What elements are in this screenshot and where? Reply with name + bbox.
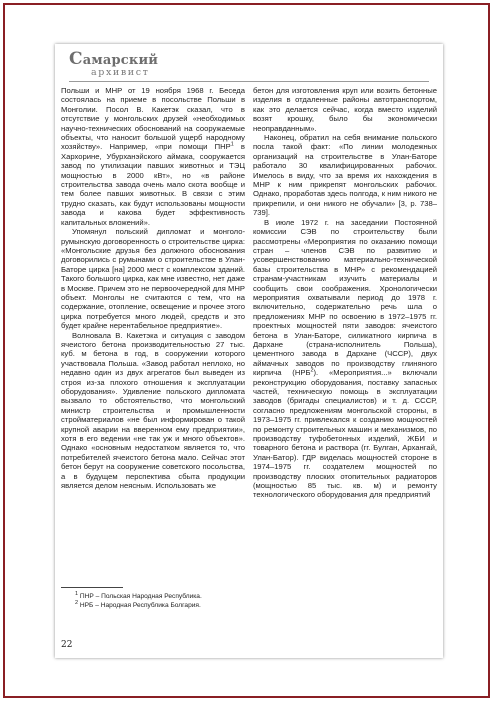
left-text-column: [61, 86, 245, 490]
journal-subtitle: архивист: [91, 67, 150, 78]
footnote-text: ПНР – Польская Народная Республика.: [78, 593, 202, 600]
paragraph: [61, 86, 245, 227]
paragraph-text: Наконец, обратил на себя внимание польского посла такой факт: «По линии молодежных организаций на строительстве в Улан-Баторе работало 30 квалифицированных рабочих. Имелось в виду, что за время их нахождения в МНР к ним прикрепят монгольских рабочих. Однако, проработав здесь полгода, к ним никого не прикрепили, и они никого не обучали» [3, р. 738–739].: [253, 133, 437, 218]
journal-title-rest: амарский: [82, 53, 159, 68]
paragraph: [253, 133, 437, 218]
right-text-column: [253, 86, 437, 500]
footnote-text: НРБ – Народная Республика Болгария.: [78, 602, 201, 609]
footnote-item: [75, 601, 415, 610]
journal-title-initial: С: [69, 49, 83, 69]
footnote-number: 1: [75, 590, 79, 597]
paragraph: [61, 331, 245, 491]
header-divider: [69, 81, 429, 82]
footnote-item: [75, 592, 415, 601]
paragraph-text-continued: в Хархорине, Убурханэйского аймака, сооружается завод по утилизации павших животных и ТЭЦ мощностью в 2000 кВт», но «в районе строительства завода очень мало скота вообще и тем более павших животных. В связи с этим трудно сказать, как будут использованы мощности завода и какова будет эффективность капитальных вложений».: [61, 142, 245, 227]
paragraph-text: В июле 1972 г. на заседании Постоянной комиссии СЭВ по строительству были рассмотрены «Мероприятия по оказанию помощи стран – членов СЭВ по развитию и усовершенствованию материально-технической базы строительства в МНР» с рекомендацией странам-участникам изучить материалы и сообщить свои соображения. Хронологически мероприятия охватывали период до 1978 г. включительно, содержательно речь шла о предложениях МНР по освоению в 1972–1975 гг. проектных мощностей пяти заводов: ячеистого бетона в Улан-Баторе, силикатного кирпича в Дархане (страна-исполнитель Польша), цементного завода в Дархане (ЧССР), двух аймачных заводов по производству глиняного кирпича (НРБ: [253, 217, 437, 378]
paragraph-text: Польши и МНР от 19 ноября 1968 г. Беседа состоялась на приеме в посольстве Польши в Монголии. Посол В. Какетэк сказал, что в отсутствие у монгольских друзей «необходимых научно-технических обоснований на сооружаемые объекты, что наносит большой ущерб народному хозяйству». Например, «при помощи ПНР: [61, 86, 245, 152]
paragraph-text: Волновала В. Какетэка и ситуация с заводом ячеистого бетона производительностью 27 тыс. куб. м бетона в год, в сооружении которого участвовала Польша. «Завод работал неплохо, но недавно один из двух агрегатов был выведен из строя из-за плохого отношения к эксплуатации оборудования». Удивление польского дипломата вызвало то обстоятельство, что монгольский министр строительства и промышленности стройматериалов «не был информирован о такой крупной аварии на вверенном ему предприятии», хотя в его ведении «не так уж и много объектов». Однако «основным недостатком является то, что потребителей ячеистого бетона мало. Сейчас этот бетон берут на сооружение советского посольства, а в будущем перспектива сбыта продукции является делом неясным. Использовать же: [61, 330, 245, 491]
paragraph-text: бетон для изготовления круп или возить бетонные изделия в отдаленные районы автотранспортом, как это делается сейчас, когда вместо изделий возят крошку, было бы экономически неоправданным».: [253, 86, 437, 133]
footnote-marker: 1: [230, 141, 234, 148]
paragraph: [253, 86, 437, 133]
document-page: [55, 44, 443, 658]
journal-title: [69, 49, 158, 69]
paragraph: [61, 227, 245, 330]
journal-header: [69, 46, 429, 86]
footnote-marker: 2: [310, 367, 314, 374]
footnote-divider: [61, 587, 123, 588]
paragraph-text: Упомянул польский дипломат и монголо-румынскую договоренность о строительстве цирка: «Монгольские друзья без должного обоснования договорились с румынами о строительстве в Улан-Баторе цирка [на] 2000 мест с комплексом зданий. Такого большого цирка, как мне известно, нет даже в Москве. Причем это не первоочередной для МНР объект. Монголы не считаются с тем, что на содержание, отопление, освещение и прочее этого цирка потребуется много людей, средств и это будет крайне нерентабельное предприятие».: [61, 227, 245, 331]
footnotes: [75, 592, 415, 610]
page-number: 22: [61, 640, 73, 650]
paragraph-text-continued: ). «Мероприятия...» включали реконструкцию оборудования, поставку запасных частей, техническую помощь в эксплуатации заводов (бригады специалистов) и т. д. СССР, согласно предложениям монгольской стороны, в 1973–1975 гг. привлекался к созданию мощностей по ремонту строительных машин и механизмов, по производству туфобетонных изделий, ЖБИ и товарного бетона и раствора (гг. Булган, Архангай, Улан-Батор). ГДР виделась мощностей стороне в 1974–1975 гг. создателем мощностей по производству плоских отопительных радиаторов (мощностью 85 тыс. кв. м) и ремонту технологического оборудования для предприятий: [253, 368, 437, 500]
paragraph: [253, 218, 437, 500]
footnote-number: 2: [75, 599, 79, 606]
